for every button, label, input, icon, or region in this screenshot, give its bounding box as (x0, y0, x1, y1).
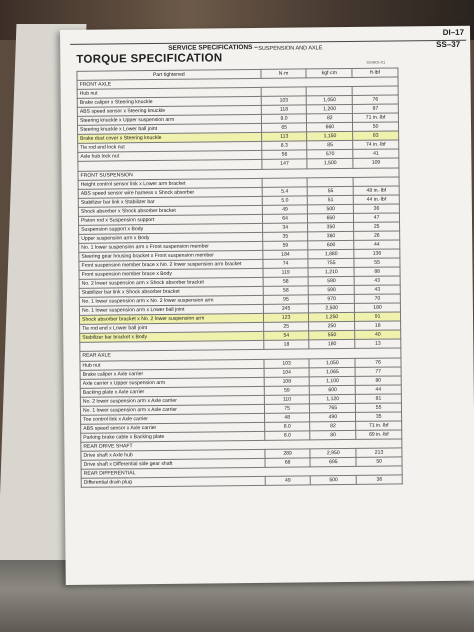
ft-cell: 136 (354, 249, 400, 259)
part-cell: Drive shaft x Axle hub (81, 449, 265, 460)
part-cell: Drive shaft x Differential side gear shaft (81, 458, 265, 469)
kgf-cell: 1,120 (310, 394, 356, 404)
nm-cell: 289 (265, 449, 311, 459)
header-nm: N·m (261, 69, 307, 79)
part-cell: Hub nut (80, 359, 264, 370)
part-cell: Piston rod x Suspension support (78, 214, 262, 225)
kgf-cell: 600 (310, 385, 356, 395)
nm-cell: 49 (265, 476, 311, 486)
section-label: REAR DRIVE SHAFT (81, 439, 402, 451)
nm-cell: 58 (263, 277, 309, 287)
kgf-cell: 755 (308, 258, 354, 268)
nm-cell: 108 (264, 376, 310, 386)
nm-cell: 18 (264, 340, 310, 350)
section-label: FRONT SUSPENSION (78, 167, 399, 179)
kgf-cell: 55 (308, 186, 354, 196)
kgf-cell: 550 (309, 331, 355, 341)
kgf-cell: 82 (310, 421, 356, 431)
ft-cell: 43 (354, 285, 400, 295)
nm-cell: 74 (263, 259, 309, 269)
part-cell: Steering knuckle x Upper suspension arm (77, 115, 261, 126)
kgf-cell: 590 (309, 277, 355, 287)
ft-cell (353, 177, 399, 187)
ft-cell: 70 (354, 294, 400, 304)
nm-cell: 8.0 (261, 114, 307, 124)
part-cell: Tie rod end lock nut (78, 142, 262, 153)
part-cell: Front suspension member brace x No. 2 lower suspension arm bracket (79, 259, 263, 270)
part-cell: Shock absorber x Shock absorber bracket (78, 205, 262, 216)
section-label: FRONT AXLE (77, 77, 398, 89)
part-cell: ABS speed sensor wire harness x Shock absorber (78, 187, 262, 198)
ft-cell: 109 (353, 158, 399, 168)
part-cell: Brake caliper x Axle carrier (80, 368, 264, 379)
nm-cell: 123 (263, 313, 309, 323)
part-cell: Height control sensor link x Lower arm bracket (78, 178, 262, 189)
ft-cell: 91 (355, 312, 401, 322)
part-cell: Suspension support x Body (79, 223, 263, 234)
part-cell: Steering gear housing bracket x Front suspension member (79, 250, 263, 261)
part-cell: Parking brake cable x Backing plate (81, 431, 265, 442)
part-cell: Front suspension member brace x Body (79, 268, 263, 279)
nm-cell: 110 (264, 395, 310, 405)
ft-cell: 41 (353, 149, 399, 159)
part-cell: Brake dust cover x Steering knuckle (78, 133, 262, 144)
ft-cell: 74 in.·lbf (353, 140, 399, 150)
nm-cell: 118 (261, 105, 307, 115)
section-label: REAR DIFFERENTIAL (81, 466, 402, 478)
nm-cell: 245 (263, 304, 309, 314)
part-cell: Axle carrier x Upper suspension arm (80, 377, 264, 388)
kgf-cell: 350 (308, 222, 354, 232)
ft-cell: 71 in.·lbf (353, 113, 399, 123)
part-cell: No. 1 lower suspension arm x Front suspension member (79, 241, 263, 252)
nm-cell: 65 (261, 123, 307, 133)
ft-cell: 18 (355, 321, 401, 331)
section-name: SERVICE SPECIFICATIONS – (168, 43, 258, 52)
section-label: REAR AXLE (80, 348, 401, 360)
ft-cell (352, 86, 398, 96)
kgf-cell: 2,500 (309, 304, 355, 314)
ft-cell: 44 in.·lbf (353, 195, 399, 205)
ft-cell: 213 (356, 448, 402, 458)
kgf-cell: 695 (310, 457, 356, 467)
part-cell: No. 2 lower suspension arm x Shock absorber bracket (79, 277, 263, 288)
ft-cell: 69 in.·lbf (356, 430, 402, 440)
nm-cell: 59 (263, 241, 309, 251)
kgf-cell: 500 (311, 476, 357, 486)
subsection-name: SUSPENSION AND AXLE (258, 45, 323, 52)
nm-cell: 75 (264, 404, 310, 414)
ft-cell: 36 (356, 475, 402, 485)
ft-cell: 81 (356, 394, 402, 404)
nm-cell: 34 (262, 223, 308, 233)
nm-cell (261, 87, 307, 97)
kgf-cell: 85 (307, 141, 353, 151)
part-cell: Axle hub lock nut (78, 151, 262, 162)
ft-cell: 76 (352, 95, 398, 105)
header-ft: ft·lbf (352, 68, 398, 78)
ft-cell: 43 (354, 276, 400, 286)
part-cell: Shock absorber bracket x No. 2 lower suspension arm (79, 314, 263, 325)
part-cell: Brake caliper x Steering knuckle (77, 97, 261, 108)
ft-cell: 80 (355, 376, 401, 386)
kgf-cell (307, 87, 353, 97)
part-cell: Upper suspension arm x Body (79, 232, 263, 243)
header-kgf: kgf·cm (306, 68, 352, 78)
kgf-cell: 51 (308, 195, 354, 205)
torque-table (76, 67, 402, 488)
nm-cell: 95 (263, 295, 309, 305)
kgf-cell: 490 (310, 412, 356, 422)
nm-cell: 8.0 (264, 422, 310, 432)
ft-cell: 44 (355, 385, 401, 395)
nm-cell: 8.3 (261, 141, 307, 151)
kgf-cell: 1,100 (310, 376, 356, 386)
header-rule (70, 40, 466, 45)
ft-cell: 55 (354, 258, 400, 268)
ft-cell: 48 in.·lbf (353, 186, 399, 196)
ft-cell: 71 in.·lbf (356, 421, 402, 431)
ft-cell: 83 (353, 131, 399, 141)
nm-cell: 35 (262, 232, 308, 242)
kgf-cell: 970 (309, 295, 355, 305)
ft-cell: 180 (355, 303, 401, 313)
ft-cell: 47 (354, 213, 400, 223)
part-cell: ABS speed sensor x Steering knuckle (77, 106, 261, 117)
nm-cell: 58 (263, 286, 309, 296)
manual-page (60, 26, 474, 585)
nm-cell: 104 (264, 367, 310, 377)
part-cell: Hub nut (77, 87, 261, 98)
ft-cell: 88 (354, 267, 400, 277)
ft-cell: 50 (356, 457, 402, 467)
nm-cell: 56 (262, 150, 308, 160)
nm-cell: 48 (264, 413, 310, 423)
kgf-cell: 600 (308, 240, 354, 250)
kgf-cell: 1,050 (307, 96, 353, 106)
nm-cell: 5.4 (262, 187, 308, 197)
nm-cell: 184 (263, 250, 309, 260)
page-code: DI–17 (442, 27, 465, 37)
ft-cell: 77 (355, 366, 401, 376)
nm-cell: 103 (261, 96, 307, 106)
nm-cell (262, 177, 308, 187)
part-cell: Toe control link x Axle carrier (81, 413, 265, 424)
ft-cell: 13 (355, 339, 401, 349)
kgf-cell (308, 177, 354, 187)
page-number: SS–37 (436, 39, 461, 50)
nm-cell: 5.0 (262, 196, 308, 206)
page-title: TORQUE SPECIFICATION (76, 52, 223, 66)
nm-cell: 119 (263, 268, 309, 278)
kgf-cell: 1,880 (308, 249, 354, 259)
nm-cell: 64 (262, 214, 308, 224)
kgf-cell: 660 (307, 123, 353, 133)
kgf-cell: 1,250 (309, 313, 355, 323)
kgf-cell: 590 (309, 286, 355, 296)
ft-cell: 55 (356, 403, 402, 413)
ft-cell: 76 (355, 357, 401, 367)
nm-cell: 49 (262, 205, 308, 215)
part-cell: Backing plate x Axle carrier (80, 386, 264, 397)
ft-cell: 87 (353, 104, 399, 114)
part-cell: No. 2 lower suspension arm x Axle carrier (80, 395, 264, 406)
part-cell: No. 1 lower suspension arm x Axle carrier (80, 404, 264, 415)
kgf-cell: 1,150 (307, 132, 353, 142)
header-part: Part tightened (77, 69, 261, 80)
nm-cell: 8.0 (265, 431, 311, 441)
nm-cell: 25 (263, 322, 309, 332)
doc-stamp: SS0RS-01 (366, 59, 386, 65)
part-cell: Stabilizer bar link x Shock absorber bracket (79, 287, 263, 298)
nm-cell: 103 (264, 358, 310, 368)
part-cell: ABS speed sensor x Axle carrier (81, 422, 265, 433)
table-body (77, 77, 402, 487)
part-cell: No. 1 lower suspension arm x No. 2 lower suspension arm (79, 296, 263, 307)
kgf-cell: 2,950 (310, 448, 356, 458)
kgf-cell: 1,200 (307, 105, 353, 115)
nm-cell: 113 (261, 132, 307, 142)
kgf-cell: 180 (309, 340, 355, 350)
ft-cell: 35 (356, 412, 402, 422)
kgf-cell: 82 (307, 114, 353, 124)
ft-cell: 26 (354, 231, 400, 241)
kgf-cell: 80 (310, 430, 356, 440)
kgf-cell: 360 (308, 231, 354, 241)
part-cell: Stabilizer bar bracket x Body (80, 332, 264, 343)
part-cell: Tie rod end x Lower ball joint (80, 323, 264, 334)
nm-cell: 147 (262, 159, 308, 169)
ft-cell: 40 (355, 330, 401, 340)
part-cell: No. 1 lower suspension arm x Lower ball joint (79, 305, 263, 316)
kgf-cell: 250 (309, 322, 355, 332)
kgf-cell: 765 (310, 403, 356, 413)
kgf-cell: 500 (308, 204, 354, 214)
kgf-cell: 1,065 (310, 367, 356, 377)
part-cell: Steering knuckle x Lower ball joint (78, 124, 262, 135)
nm-cell: 59 (264, 386, 310, 396)
nm-cell: 54 (263, 331, 309, 341)
part-cell: Stabilizer bar link x Stabilizer bar (78, 196, 262, 207)
kgf-cell: 1,500 (307, 159, 353, 169)
part-cell: Differential drain plug (81, 476, 265, 487)
kgf-cell: 1,050 (309, 358, 355, 368)
kgf-cell: 570 (307, 150, 353, 160)
ft-cell: 44 (354, 240, 400, 250)
kgf-cell: 1,210 (308, 267, 354, 277)
ft-cell: 36 (354, 204, 400, 214)
kgf-cell: 650 (308, 213, 354, 223)
ft-cell: 25 (354, 222, 400, 232)
ft-cell: 50 (353, 122, 399, 132)
nm-cell: 68 (265, 458, 311, 468)
